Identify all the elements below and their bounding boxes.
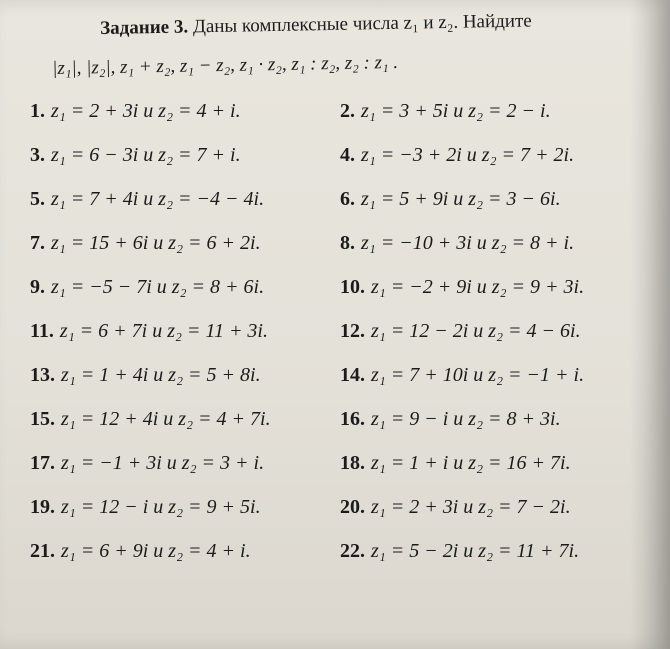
problem-number: 5. [30,188,45,210]
problem-number: 1. [30,100,45,122]
problem-item [30,491,330,523]
problem-number: 7. [30,232,45,254]
problem-expression: z₁ = 3 + 5i и z₂ = 2 − i. [361,100,551,122]
problem-number: 9. [30,276,45,298]
problem-expression: z₁ = 6 − 3i и z₂ = 7 + i. [51,144,241,166]
problem-expression: z₁ = 7 + 10i и z₂ = −1 + i. [371,364,585,386]
problem-expression: z₁ = −5 − 7i и z₂ = 8 + 6i. [51,276,265,298]
problem-number: 12. [340,320,365,342]
problem-item [340,447,640,479]
problem-item [30,447,330,479]
problem-number: 17. [30,452,55,474]
problem-expression: z₁ = 9 − i и z₂ = 8 + 3i. [371,408,561,430]
problem-expression: z₁ = −10 + 3i и z₂ = 8 + i. [361,232,575,254]
problem-item [30,183,330,215]
problem-expression: z₁ = 5 + 9i и z₂ = 3 − 6i. [361,188,561,210]
problem-item [30,403,330,435]
problem-item [340,491,640,523]
problem-expression: z₁ = 12 + 4i и z₂ = 4 + 7i. [61,408,271,430]
problem-item [340,315,640,347]
problem-number: 18. [340,452,365,474]
task-title: Задание 3. [100,16,189,39]
problem-item [30,359,330,391]
problem-number: 22. [340,540,365,562]
problem-number: 14. [340,364,365,386]
problem-item [340,403,640,435]
problem-item [340,271,640,303]
problem-expression: z₁ = −3 + 2i и z₂ = 7 + 2i. [361,144,575,166]
problem-number: 21. [30,540,55,562]
problem-number: 16. [340,408,365,430]
problem-item [340,139,640,171]
problem-expression: z₁ = 1 + 4i и z₂ = 5 + 8i. [61,364,261,386]
problem-expression: z₁ = 12 − i и z₂ = 9 + 5i. [61,496,261,518]
problem-number: 4. [340,144,355,166]
problem-number: 20. [340,496,365,518]
problem-item [30,139,330,171]
problem-expression: z₁ = 5 − 2i и z₂ = 11 + 7i. [371,540,580,562]
task-instruction: Даны комплексные числа z₁ и z₂. Найдите [192,10,532,38]
problem-number: 2. [340,100,355,122]
problem-item [340,227,640,259]
problem-expression: z₁ = 2 + 3i и z₂ = 4 + i. [51,100,241,122]
problem-expression: z₁ = 6 + 9i и z₂ = 4 + i. [61,540,251,562]
problem-number: 8. [340,232,355,254]
problem-item [340,183,640,215]
problem-expression: z₁ = 15 + 6i и z₂ = 6 + 2i. [51,232,261,254]
problem-item [30,271,330,303]
problem-expression: z₁ = −2 + 9i и z₂ = 9 + 3i. [371,276,585,298]
problem-list [30,95,650,567]
problem-number: 10. [340,276,365,298]
problem-item [340,535,640,567]
problem-expression: z₁ = 12 − 2i и z₂ = 4 − 6i. [371,320,581,342]
problem-item [30,95,330,127]
problem-expression: z₁ = 6 + 7i и z₂ = 11 + 3i. [59,320,268,342]
task-formula: |z₁|, |z₂|, z₁ + z₂, z₁ − z₂, z₁ · z₂, z₁ : z₂, z₂ : z₁ . [52,51,399,79]
problem-item [340,95,640,127]
problem-item [30,315,330,347]
problem-item [30,535,330,567]
problem-number: 11. [30,320,54,342]
problem-expression: z₁ = 1 + i и z₂ = 16 + 7i. [371,452,571,474]
problem-item [30,227,330,259]
problem-number: 6. [340,188,355,210]
task-header [100,8,660,40]
problem-expression: z₁ = −1 + 3i и z₂ = 3 + i. [61,452,265,474]
problem-number: 19. [30,496,55,518]
problem-expression: z₁ = 2 + 3i и z₂ = 7 − 2i. [371,496,571,518]
problem-expression: z₁ = 7 + 4i и z₂ = −4 − 4i. [51,188,265,210]
problem-number: 3. [30,144,45,166]
problem-number: 13. [30,364,55,386]
problem-number: 15. [30,408,55,430]
problem-item [340,359,640,391]
